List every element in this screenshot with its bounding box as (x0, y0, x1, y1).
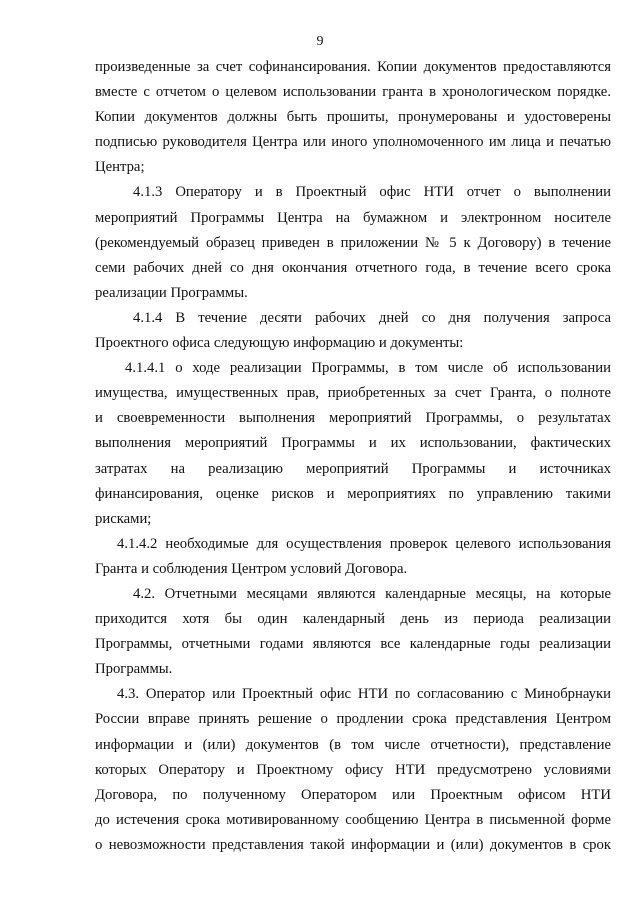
paragraph-4-1-3-first-line: 4.1.3 Оператору и в Проектный офис НТИ отчет о выполнении (133, 184, 611, 201)
paragraph-line: подписью руководителя Центра или иного уполномоченного им лица и печатью (95, 134, 611, 151)
paragraph-line: выполнения мероприятий Программы и их использовании, фактических (95, 435, 611, 452)
paragraph-line: Программы, отчетными годами являются все календарные годы реализации (95, 636, 611, 653)
paragraph-line: информации и (или) документов (в том числе отчетности), представление (95, 736, 611, 753)
paragraph-line: России вправе принять решение о продлении срока представления Центром (95, 711, 611, 728)
paragraph-line: Центра; (95, 159, 145, 176)
page-number: 9 (316, 34, 324, 49)
paragraph-line: (рекомендуемый образец приведен в приложении № 5 к Договору) в течение (95, 234, 611, 251)
document-body (95, 55, 611, 858)
paragraph-line: имущества, имущественных прав, приобретенных за счет Гранта, о полноте (95, 385, 611, 402)
paragraph-line: которых Оператору и Проектному офису НТИ предусмотрено условиями (95, 761, 611, 778)
paragraph-4-1-4-first-line: 4.1.4 В течение десяти рабочих дней со дня получения запроса (133, 309, 611, 326)
paragraph-4-2-first-line: 4.2. Отчетными месяцами являются календарные месяцы, на которые (133, 585, 611, 602)
paragraph-line: мероприятий Программы Центра на бумажном и электронном носителе (95, 209, 611, 226)
paragraph-line: Проектного офиса следующую информацию и документы: (95, 335, 464, 352)
paragraph-4-3-first-line: 4.3. Оператор или Проектный офис НТИ по согласованию с Минобрнауки (117, 686, 611, 703)
paragraph-4-1-4-2-first-line: 4.1.4.2 необходимые для осуществления проверок целевого использования (117, 535, 611, 552)
paragraph-line: реализации Программы. (95, 284, 248, 301)
paragraph-line: Копии документов должны быть прошиты, пронумерованы и удостоверены (95, 109, 611, 126)
paragraph-line: финансирования, оценке рисков и мероприятиях по управлению такими (95, 485, 611, 502)
paragraph-line: о невозможности представления такой информации и (или) документов в срок (95, 836, 611, 853)
paragraph-line: до истечения срока мотивированному сообщению Центра в письменной форме (95, 811, 611, 828)
paragraph-line: и своевременности выполнения мероприятий Программы, о результатах (95, 410, 611, 427)
paragraph-line: приходится хотя бы один календарный день из периода реализации (95, 611, 611, 628)
paragraph-line: рисками; (95, 510, 152, 527)
paragraph-line: Программы. (95, 661, 173, 678)
paragraph-line: Гранта и соблюдения Центром условий Договора. (95, 560, 408, 577)
paragraph-line: Договора, по полученному Оператором или Проектным офисом НТИ (95, 786, 611, 803)
paragraph-line: семи рабочих дней со дня окончания отчетного года, в течение всего срока (95, 259, 611, 276)
paragraph-line: произведенные за счет софинансирования. Копии документов предоставляются (95, 59, 611, 75)
paragraph-4-1-4-1-first-line: 4.1.4.1 о ходе реализации Программы, в том числе об использовании (125, 360, 611, 377)
paragraph-line: затратах на реализацию мероприятий Программы и источниках (95, 460, 611, 477)
paragraph-line: вместе с отчетом о целевом использовании гранта в хронологическом порядке. (95, 84, 611, 101)
